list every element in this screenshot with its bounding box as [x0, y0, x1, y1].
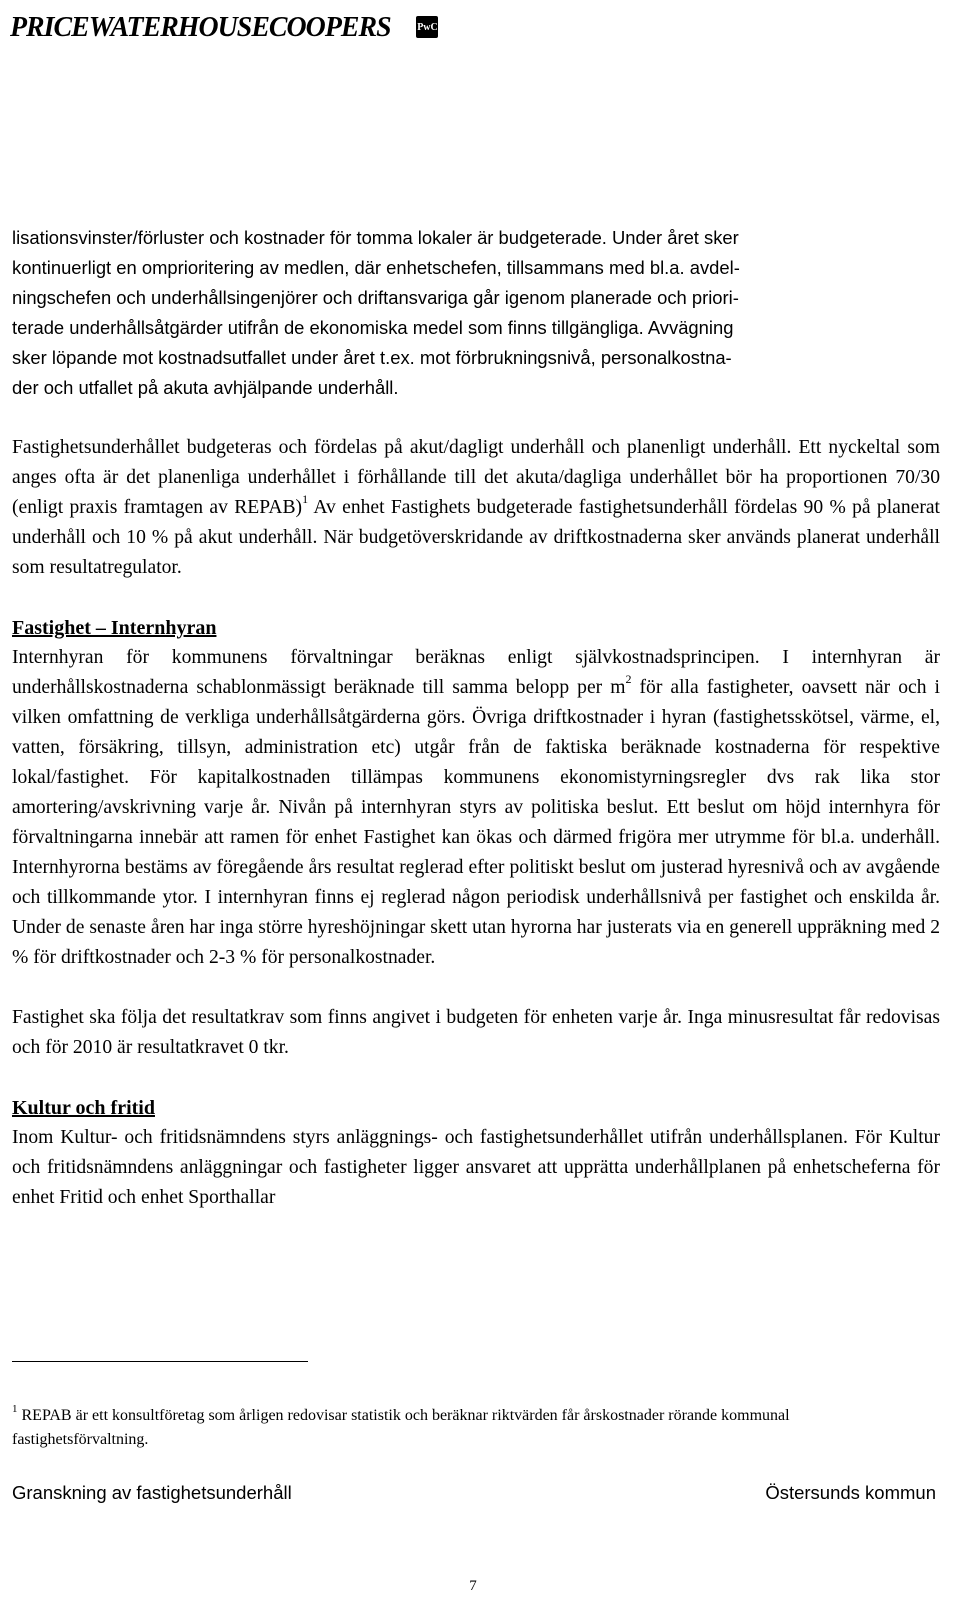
pwc-logo	[10, 6, 438, 48]
paragraph-fastighetsunderhall	[12, 433, 940, 583]
footnote-divider	[12, 1361, 308, 1362]
text: för alla fastigheter, oavsett när och i vilken omfattning de verkliga underhållsåtgärderna görs. Övriga driftkostnader i hyran (fastighetsskötsel, värme, el, vatten, försäkring, tillsyn, administration etc) utgår från de faktiska beräknade kostnaderna för respektive lokal/fastighet. För kapitalkostnaden tillämpas kommunens ekonomistyrningsregler dvs rak lika stor amortering/avskrivning varje år. Nivån på internhyran styrs av politiska beslut. Ett beslut om höjd internhyra för förvaltningarna innebär att ramen för enhet Fastighet kan ökas och därmed frigöra mer utrymme för bl.a. underhåll. Internhyrorna bestäms av föregående års resultat reglerad efter politiskt beslut om justerad hyresnivå och av avgående och tillkommande ytor. I internhyran finns ej reglerad någon periodisk underhållsnivå per fastighet och enskilda år. Under de senaste åren har inga större hyreshöjningar skett utan hyrorna har justerats via en generell uppräkning med 2 % för driftkostnader och 2-3 % för personalkostnader.	[12, 677, 940, 968]
text: Av enhet Fastighets budgeterade fastighetsunderhåll fördelas 90 % på planerat underhåll och 10 % på akut underhåll. När budgetöverskridande av driftkostnaderna sker används planerat underhåll som resultatregulator.	[12, 497, 940, 578]
footnote	[12, 1404, 912, 1452]
footnote-ref: 1	[302, 492, 309, 506]
text-line: sker löpande mot kostnadsutfallet under året t.ex. mot förbrukningsnivå, personalkostna-	[12, 347, 732, 368]
text-line: lisationsvinster/förluster och kostnader för tomma lokaler är budgeterade. Under året sker	[12, 227, 739, 248]
paragraph-internhyran	[12, 643, 940, 973]
paragraph-kultur-och-fritid: Inom Kultur- och fritidsnämndens styrs anläggnings- och fastighetsunderhållet utifrån underhållsplanen. För Kultur och fritidsnämndens anläggningar och fastigheter ligger ansvaret att upprätta underhållplanen på enhetscheferna för enhet Fritid och enhet Sporthallar	[12, 1127, 940, 1208]
text: Internhyran för kommunens förvaltningar beräknas enligt självkostnadsprincipen. I internhyran är underhållskostnaderna schablonmässigt beräknade till samma belopp per m	[12, 647, 940, 698]
footnote-number: 1	[12, 1403, 18, 1415]
paragraph-resultatkrav: Fastighet ska följa det resultatkrav som finns angivet i budgeten för enheten varje år. Inga minusresultat får redovisas och för 2010 är resultatkravet 0 tkr.	[12, 1007, 940, 1058]
heading-kultur-och-fritid: Kultur och fritid	[12, 1097, 155, 1119]
footnote-text: REPAB är ett konsultföretag som årligen redovisar statistik och beräknar riktvärden får årskostnader rörande kommunal fastighetsförvaltning.	[12, 1407, 790, 1448]
heading-internhyran: Fastighet – Internhyran	[12, 617, 217, 639]
document-body	[12, 223, 940, 1213]
paragraph-budget-prioritering	[12, 223, 940, 403]
text-line: der och utfallet på akuta avhjälpande underhåll.	[12, 377, 399, 398]
footer-left: Granskning av fastighetsunderhåll	[12, 1482, 292, 1503]
logo-wordmark: PRICEWATERHOUSECOOPERS	[10, 10, 391, 43]
footer-right: Östersunds kommun	[765, 1482, 936, 1503]
text-line: terade underhållsåtgärder utifrån de ekonomiska medel som finns tillgängliga. Avvägning	[12, 317, 734, 338]
text: Fastighetsunderhållet budgeteras och fördelas på akut/dagligt underhåll och planenligt underhåll. Ett nyckeltal som anges ofta är det planenliga underhållet i förhållande till det akuta/dagliga underhållet bör ha proportionen 70/30 (enligt praxis framtagen av REPAB)	[12, 437, 940, 518]
page-number: 7	[469, 1578, 477, 1594]
logo-seal-icon: PwC	[416, 16, 438, 38]
text-line: ningschefen och underhållsingenjörer och driftansvariga går igenom planerade och priori-	[12, 287, 739, 308]
superscript: 2	[625, 672, 632, 686]
page-footer	[12, 1482, 936, 1504]
text-line: kontinuerligt en omprioritering av medlen, där enhetschefen, tillsammans med bl.a. avdel-	[12, 257, 740, 278]
